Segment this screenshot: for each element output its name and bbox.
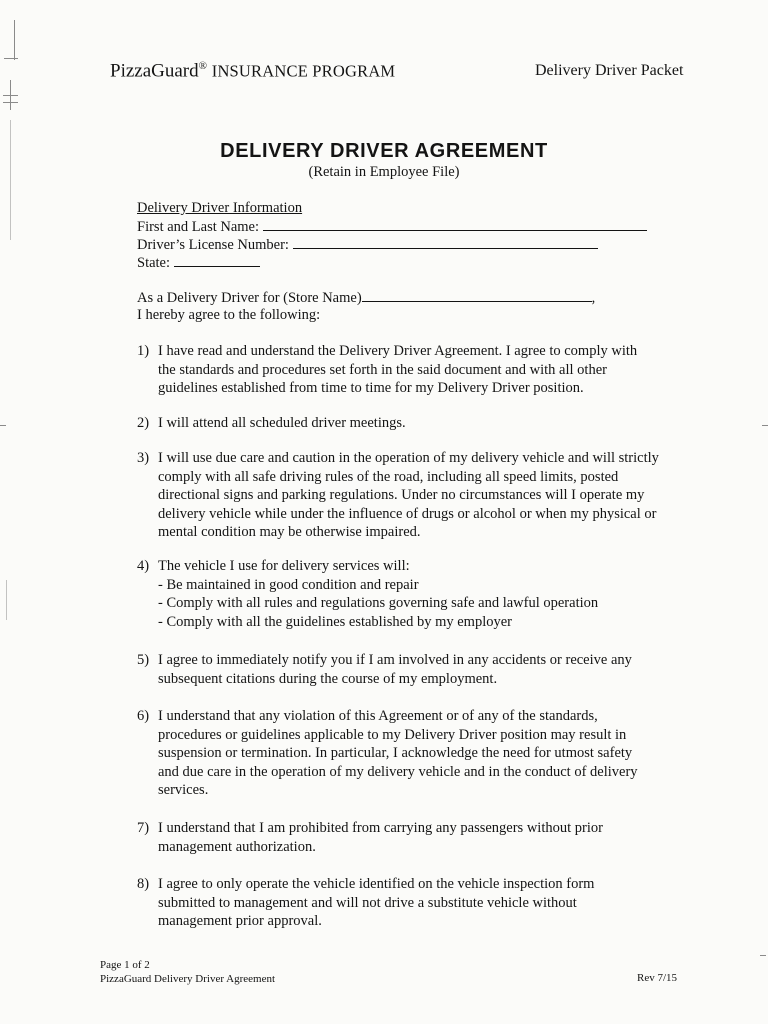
state-field[interactable] bbox=[174, 253, 260, 267]
item-line: I will attend all scheduled driver meetings. bbox=[158, 415, 406, 431]
scan-edge-mark bbox=[0, 425, 6, 426]
revision-label: Rev 7/15 bbox=[637, 972, 678, 984]
scan-edge-mark bbox=[10, 80, 11, 110]
item-line: suspension or termination. In particular, I acknowledge the need for utmost safety bbox=[158, 745, 633, 761]
document-subtitle: (Retain in Employee File) bbox=[308, 164, 460, 180]
scan-edge-mark bbox=[760, 955, 766, 956]
license-field[interactable] bbox=[293, 235, 598, 249]
state-label: State: bbox=[137, 255, 171, 271]
page-number: Page 1 of 2 bbox=[100, 959, 150, 971]
store-name-field[interactable] bbox=[362, 288, 592, 302]
state-row bbox=[137, 253, 260, 272]
item-line: the standards and procedures set forth in the said document and with all other bbox=[158, 361, 607, 378]
item-line: I will use due care and caution in the operation of my delivery vehicle and will strictly bbox=[158, 450, 659, 466]
store-label: As a Delivery Driver for (Store Name) bbox=[137, 290, 362, 306]
scan-edge-mark bbox=[762, 425, 768, 426]
item-line: comply with all safe driving rules of the road, including all speed limits, posted bbox=[158, 468, 619, 485]
item-number: 4) bbox=[137, 558, 150, 574]
item-number: 3) bbox=[137, 450, 150, 466]
agree-statement: I hereby agree to the following: bbox=[137, 307, 321, 323]
footer-doc-name: PizzaGuard Delivery Driver Agreement bbox=[100, 973, 276, 985]
license-label: Driver’s License Number: bbox=[137, 237, 289, 253]
item-bullet: - Be maintained in good condition and repair bbox=[158, 576, 419, 593]
item-number: 1) bbox=[137, 343, 150, 359]
item-line: The vehicle I use for delivery services will: bbox=[158, 558, 410, 574]
item-number: 6) bbox=[137, 708, 150, 724]
item-line: procedures or guidelines applicable to my Delivery Driver position may result in bbox=[158, 726, 627, 743]
name-label: First and Last Name: bbox=[137, 219, 260, 235]
item-bullet: - Comply with all the guidelines established by my employer bbox=[158, 613, 512, 630]
store-suffix: , bbox=[591, 290, 596, 306]
packet-label: Delivery Driver Packet bbox=[535, 62, 684, 79]
item-line: management prior approval. bbox=[158, 913, 322, 929]
license-row bbox=[137, 235, 598, 254]
item-line: directional signs and parking regulations. Under no circumstances will I operate my bbox=[158, 487, 645, 503]
document-title: DELIVERY DRIVER AGREEMENT bbox=[220, 140, 548, 162]
name-row bbox=[137, 217, 647, 236]
item-line: mental condition may be otherwise impaired. bbox=[158, 524, 421, 540]
item-line: I agree to immediately notify you if I am involved in any accidents or receive any bbox=[158, 652, 632, 668]
item-line: and due care in the operation of my delivery vehicle and in the conduct of delivery bbox=[158, 763, 638, 780]
item-line: delivery vehicle while under the influence of drugs or alcohol or when my physical or bbox=[158, 505, 657, 522]
page-footer bbox=[100, 958, 275, 986]
info-heading: Delivery Driver Information bbox=[137, 200, 303, 216]
registered-mark: ® bbox=[198, 60, 207, 72]
item-line: submitted to management and will not drive a substitute vehicle without bbox=[158, 894, 577, 911]
name-field[interactable] bbox=[263, 217, 647, 231]
item-number: 2) bbox=[137, 415, 150, 431]
item-number: 5) bbox=[137, 652, 150, 668]
store-row bbox=[137, 288, 595, 307]
item-line: services. bbox=[158, 782, 209, 798]
item-line: management authorization. bbox=[158, 838, 316, 855]
item-line: guidelines established from time to time for my Delivery Driver position. bbox=[158, 380, 584, 396]
item-line: I understand that any violation of this Agreement or of any of the standards, bbox=[158, 708, 598, 724]
item-line: I understand that I am prohibited from carrying any passengers without prior bbox=[158, 820, 603, 836]
scan-edge-mark bbox=[14, 20, 15, 60]
program-name: INSURANCE PROGRAM bbox=[211, 61, 396, 81]
item-line: I have read and understand the Delivery Driver Agreement. I agree to comply with bbox=[158, 343, 638, 359]
scan-edge-mark bbox=[6, 580, 7, 620]
item-line: I agree to only operate the vehicle identified on the vehicle inspection form bbox=[158, 876, 595, 892]
item-line: subsequent citations during the course of my employment. bbox=[158, 670, 498, 687]
item-number: 7) bbox=[137, 820, 150, 836]
scan-edge-mark bbox=[4, 58, 18, 59]
brand-name: PizzaGuard bbox=[110, 60, 199, 82]
item-number: 8) bbox=[137, 876, 150, 892]
item-bullet: - Comply with all rules and regulations governing safe and lawful operation bbox=[158, 595, 599, 611]
program-heading bbox=[110, 60, 395, 82]
